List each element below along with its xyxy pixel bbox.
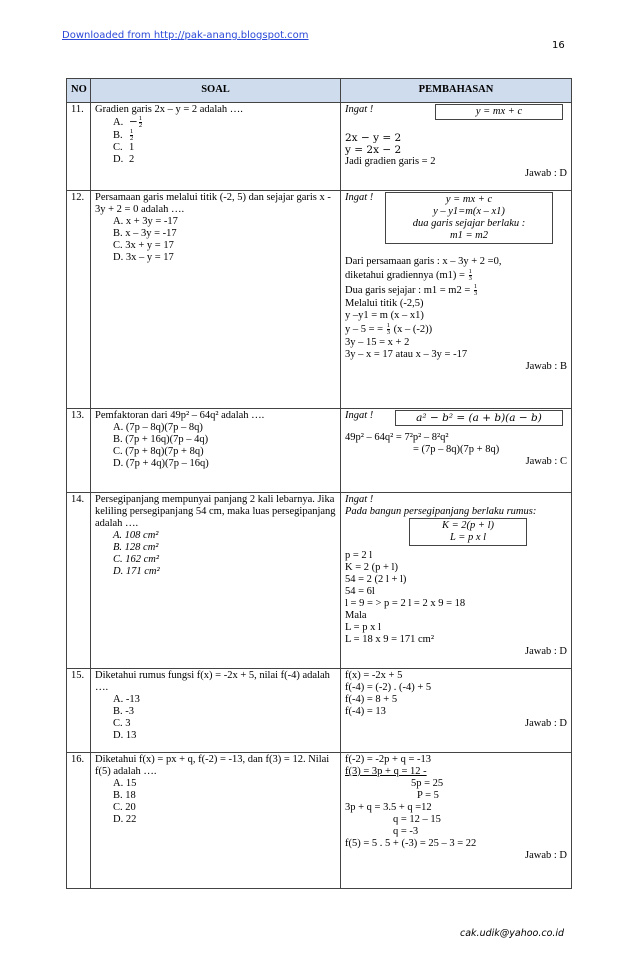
solution-line: diketahui gradiennya (m1) = $\frac{1}{3}$ xyxy=(345,268,472,283)
header-pembahasan: PEMBAHASAN xyxy=(341,79,572,103)
answer-key: Jawab : D xyxy=(524,646,567,657)
solution-line: l = 9 = > p = 2 l = 2 x 9 = 18 xyxy=(345,598,466,609)
solution-line: K = 2 (p + l) xyxy=(345,562,398,573)
option-d: D. (7p + 4q)(7p – 16q) xyxy=(113,458,209,469)
option-c: C. 1 xyxy=(113,142,135,154)
question-cell xyxy=(91,191,341,409)
formula-box: y = mx + c y – y1=m(x – x1) dua garis sejajar berlaku : m1 = m2 xyxy=(385,192,553,244)
options-list xyxy=(95,530,336,578)
answer-key: Jawab : D xyxy=(524,168,567,179)
solution-line: y – 5 = = $\frac{1}{3}$ (x – (-2)) xyxy=(345,322,433,337)
option-b: B. 128 cm² xyxy=(113,542,159,553)
solution-line: 3y – 15 = x + 2 xyxy=(345,337,410,348)
options-list xyxy=(95,422,336,470)
option-d: D. 3x – y = 17 xyxy=(113,252,174,263)
solution-line: y = 2x − 2 xyxy=(345,144,402,156)
ingat-label: Ingat ! xyxy=(345,410,374,421)
formula-box: y = mx + c xyxy=(435,104,563,120)
row-number: 15. xyxy=(67,669,91,753)
option-c: C. 3x + y = 17 xyxy=(113,240,174,251)
answer-cell xyxy=(341,493,572,669)
question-cell xyxy=(91,409,341,493)
ingat-label: Ingat ! xyxy=(345,104,374,115)
question-text: Gradien garis 2x – y = 2 adalah …. xyxy=(95,104,243,115)
option-d: D. 171 cm² xyxy=(113,566,160,577)
row-number: 12. xyxy=(67,191,91,409)
option-b: B. x – 3y = -17 xyxy=(113,228,177,239)
solution-line: 3p + q = 3.5 + q =12 xyxy=(345,802,432,813)
answer-key: Jawab : D xyxy=(524,850,567,861)
solution-line: f(3) = 3p + q = 12 - xyxy=(345,766,427,777)
answer-cell xyxy=(341,191,572,409)
solution-line: q = 12 – 15 xyxy=(393,814,441,825)
solution-line: 54 = 2 (2 l + l) xyxy=(345,574,407,585)
options-list xyxy=(95,216,336,264)
options-list xyxy=(95,694,336,742)
option-b: B. 18 xyxy=(113,790,136,801)
header-no: NO xyxy=(67,79,91,103)
question-cell xyxy=(91,493,341,669)
question-text: Diketahui rumus fungsi f(x) = -2x + 5, nilai f(-4) adalah …. xyxy=(95,670,330,693)
answer-cell xyxy=(341,669,572,753)
solution-line: Melalui titik (-2,5) xyxy=(345,298,424,309)
option-a: A. -13 xyxy=(113,694,140,705)
table-row xyxy=(67,493,572,669)
ingat-label: Ingat ! xyxy=(345,192,374,203)
solution-line: f(-2) = -2p + q = -13 xyxy=(345,754,431,765)
question-table xyxy=(66,78,572,889)
solution-line: P = 5 xyxy=(417,790,439,801)
row-number: 11. xyxy=(67,103,91,191)
solution-line: Dua garis sejajar : m1 = m2 = $\frac{1}{3}$ xyxy=(345,283,478,298)
solution-line: 5p = 25 xyxy=(411,778,444,789)
option-d: D. 22 xyxy=(113,814,137,825)
solution-line: f(-4) = (-2) . (-4) + 5 xyxy=(345,682,432,693)
question-cell xyxy=(91,669,341,753)
solution-line: q = -3 xyxy=(393,826,419,837)
solution-line: f(-4) = 13 xyxy=(345,706,386,717)
question-cell xyxy=(91,753,341,889)
rule-note: Pada bangun persegipanjang berlaku rumus: xyxy=(345,506,537,517)
table-header-row xyxy=(67,79,572,103)
table-row xyxy=(67,753,572,889)
option-d: D. 2 xyxy=(113,154,135,166)
option-a: A. − $\frac{1}{2}$ xyxy=(113,115,143,130)
option-b: B. (7p + 16q)(7p – 4q) xyxy=(113,434,209,445)
formula-box: a² − b² = (a + b)(a − b) xyxy=(395,410,563,426)
footer-email[interactable]: cak.udik@yahoo.co.id xyxy=(460,928,565,939)
solution-line: Jadi gradien garis = 2 xyxy=(345,156,436,167)
option-a: A. (7p – 8q)(7p – 8q) xyxy=(113,422,203,433)
option-c: C. 162 cm² xyxy=(113,554,160,565)
answer-key: Jawab : C xyxy=(525,456,567,467)
options-list xyxy=(95,778,336,826)
page-number: 16 xyxy=(552,40,565,51)
option-a: A. x + 3y = -17 xyxy=(113,216,178,227)
answer-cell xyxy=(341,753,572,889)
table-row xyxy=(67,191,572,409)
option-a: A. 15 xyxy=(113,778,137,789)
solution-line: f(5) = 5 . 5 + (-3) = 25 – 3 = 22 xyxy=(345,838,477,849)
ingat-label: Ingat ! xyxy=(345,494,374,505)
answer-cell xyxy=(341,103,572,191)
question-text: Persamaan garis melalui titik (-2, 5) dan sejajar garis x - 3y + 2 = 0 adalah …. xyxy=(95,192,331,215)
option-d: D. 13 xyxy=(113,730,137,741)
question-text: Diketahui f(x) = px + q, f(-2) = -13, dan f(3) = 12. Nilai f(5) adalah …. xyxy=(95,754,330,777)
solution-line: f(x) = -2x + 5 xyxy=(345,670,403,681)
solution-line: y –y1 = m (x – x1) xyxy=(345,310,424,321)
solution-line: 2x − y = 2 xyxy=(345,132,402,144)
question-text: Pemfaktoran dari 49p² – 64q² adalah …. xyxy=(95,410,265,421)
solution-line: Dari persamaan garis : x – 3y + 2 =0, xyxy=(345,256,502,267)
question-text: Persegipanjang mempunyai panjang 2 kali lebarnya. Jika keliling persegipanjang 54 cm, maka luas persegipanjang adalah …. xyxy=(95,494,336,529)
option-b: B. -3 xyxy=(113,706,134,717)
option-c: C. (7p + 8q)(7p + 8q) xyxy=(113,446,204,457)
question-cell xyxy=(91,103,341,191)
row-number: 14. xyxy=(67,493,91,669)
row-number: 16. xyxy=(67,753,91,889)
answer-cell xyxy=(341,409,572,493)
row-number: 13. xyxy=(67,409,91,493)
solution-line: Mala xyxy=(345,610,367,621)
solution-line: L = 18 x 9 = 171 cm² xyxy=(345,634,434,645)
solution-line: p = 2 l xyxy=(345,550,373,561)
formula-box: K = 2(p + l) L = p x l xyxy=(409,518,527,546)
option-b: B. $\frac{1}{2}$ xyxy=(113,128,134,143)
option-c: C. 3 xyxy=(113,718,131,729)
solution-line: 3y – x = 17 atau x – 3y = -17 xyxy=(345,349,468,360)
solution-line: = (7p – 8q)(7p + 8q) xyxy=(413,444,500,455)
solution-line: 49p² – 64q² = 7²p² – 8²q² xyxy=(345,432,449,443)
solution-line: 54 = 6l xyxy=(345,586,375,597)
answer-key: Jawab : D xyxy=(524,718,567,729)
solution-line: f(-4) = 8 + 5 xyxy=(345,694,398,705)
solution-line: L = p x l xyxy=(345,622,381,633)
table-row xyxy=(67,409,572,493)
option-c: C. 20 xyxy=(113,802,136,813)
answer-key: Jawab : B xyxy=(525,361,567,372)
options-list xyxy=(95,116,336,166)
header-soal: SOAL xyxy=(91,79,341,103)
option-a: A. 108 cm² xyxy=(113,530,159,541)
table-row xyxy=(67,669,572,753)
table-row xyxy=(67,103,572,191)
source-link[interactable]: Downloaded from http://pak-anang.blogspot.com xyxy=(62,30,309,41)
